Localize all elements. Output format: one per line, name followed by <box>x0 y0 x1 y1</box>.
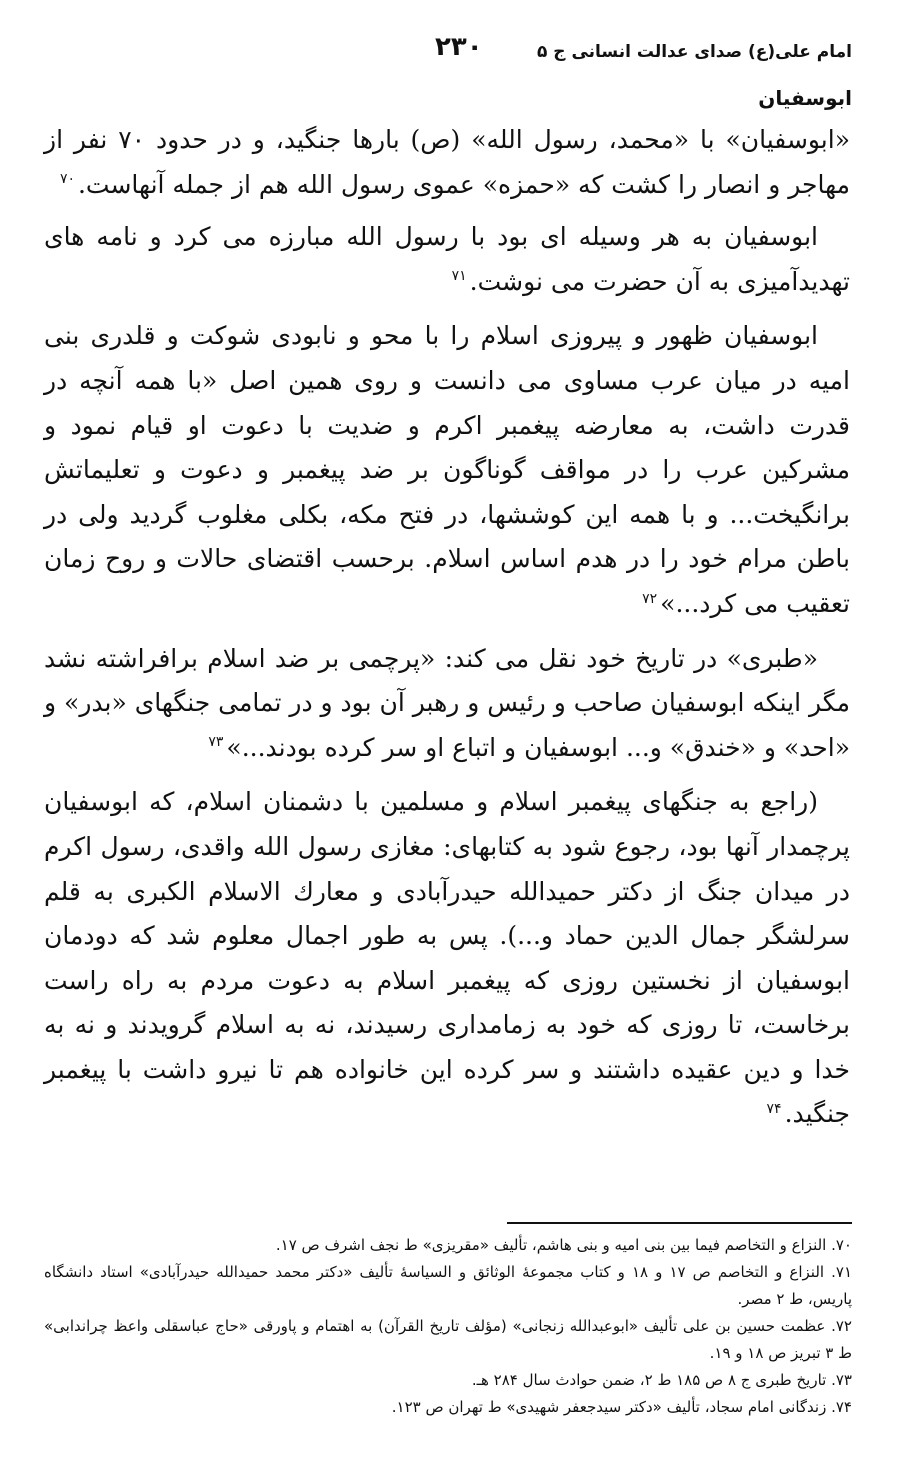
footnote-ref: ۷۳ <box>208 734 224 751</box>
paragraph-text: ابوسفیان ظهور و پیروزی اسلام را با محو و نابودی شوکت و قلدری بنی امیه در میان عرب مساوی می دانست و روی همین اصل «با همه آنچه در قدرت داشت، به معارضه پیغمبر اکرم و ضدیت با دعوت او قیام نمود و مشرکین عرب را در مواقف گوناگون بر ضد پیغمبر و دعوت و تعلیماتش برانگیخت... و با همه این کوششها، در فتح مکه، بکلی مغلوب گردید ولی در باطن مرام خود را در هدم اساس اسلام. برحسب اقتضای حالات و روح زمان تعقیب می کرد...» <box>44 321 850 618</box>
footnote: ۷۲. عظمت حسین بن علی تألیف «ابوعبدالله زنجانی» (مؤلف تاریخ القرآن) به اهتمام و پاورقی «حاج عباسقلی واعظ چراندابی» ط ۳ تبریز ص ۱۸ و ۱۹. <box>44 1317 852 1362</box>
footnote: ۷۰. النزاع و التخاصم فیما بین بنی امیه و بنی هاشم، تألیف «مقریزی» ط نجف اشرف ص ۱۷. <box>275 1236 852 1254</box>
running-head: امام علی(ع) صدای عدالت انسانی ج ۵ <box>536 42 852 62</box>
paragraph <box>44 314 850 626</box>
footnote: ۷۴. زندگانی امام سجاد، تألیف «دکتر سیدجعفر شهیدی» ط تهران ص ۱۲۳. <box>391 1398 852 1416</box>
paragraph <box>44 215 850 304</box>
footnote-ref: ۷۰ <box>59 171 75 188</box>
body-text <box>44 118 850 1147</box>
footnote: ۷۱. النزاع و التخاصم ص ۱۷ و ۱۸ و کتاب مجموعهٔ الوثائق و السیاسهٔ تألیف «دکتر محمد حمیدالله حیدرآبادی» استاد دانشگاه پاریس، ط ۲ مصر. <box>44 1263 853 1308</box>
paragraph <box>44 118 850 207</box>
paragraph-text: (راجع به جنگهای پیغمبر اسلام و مسلمین با دشمنان اسلام، که ابوسفیان پرچمدار آنها بود، رجوع شود به کتابهای: مغازی رسول الله واقدی، رسول اکرم در میدان جنگ از دکتر حمیدالله حیدرآبادی و معارك الاسلام الکبری به قلم سرلشگر جمال الدین حماد و...). پس به طور اجمال معلوم شد که دودمان ابوسفیان از نخستین روزی که پیغمبر اسلام به دعوت مردم به راه راست برخاست، تا روزی که خود به زمامداری رسیدند، نه به اسلام گرویدند و نه به خدا و دین عقیده داشتند و سر کرده این خانواده هم تا نیرو داشت با پیغمبر جنگید. <box>44 787 850 1129</box>
footnote-ref: ۷۱ <box>451 268 467 285</box>
section-heading: ابوسفیان <box>758 86 852 110</box>
paragraph-text: «طبری» در تاریخ خود نقل می کند: «پرچمی بر ضد اسلام برافراشته نشد مگر اینکه ابوسفیان صاحب و رئیس و رهبر آن بود و در تمامی جنگهای «بدر» و «احد» و «خندق» و... ابوسفیان و اتباع او سر کرده بودند...» <box>44 643 850 762</box>
paragraph <box>44 780 850 1137</box>
footnote-ref: ۷۴ <box>766 1101 782 1118</box>
paragraph <box>44 637 850 771</box>
paragraph-text: «ابوسفیان» با «محمد، رسول الله» (ص) بارها جنگید، و در حدود ۷۰ نفر از مهاجر و انصار را کشت که «حمزه» عموی رسول الله هم از جمله آنهاست. <box>44 125 851 199</box>
footnote-ref: ۷۲ <box>642 590 658 607</box>
page-header <box>40 30 852 70</box>
page-number: ۲۳۰ <box>435 32 483 62</box>
footnote-divider <box>507 1222 852 1224</box>
paragraph-text: ابوسفیان به هر وسیله ای بود با رسول الله مبارزه می کرد و نامه های تهدیدآمیزی به آن حضرت می نوشت. <box>44 222 850 296</box>
footnote: ۷۳. تاریخ طبری ج ۸ ص ۱۸۵ ط ۲، ضمن حوادث سال ۲۸۴ هـ. <box>471 1371 852 1389</box>
footnotes <box>44 1232 852 1421</box>
